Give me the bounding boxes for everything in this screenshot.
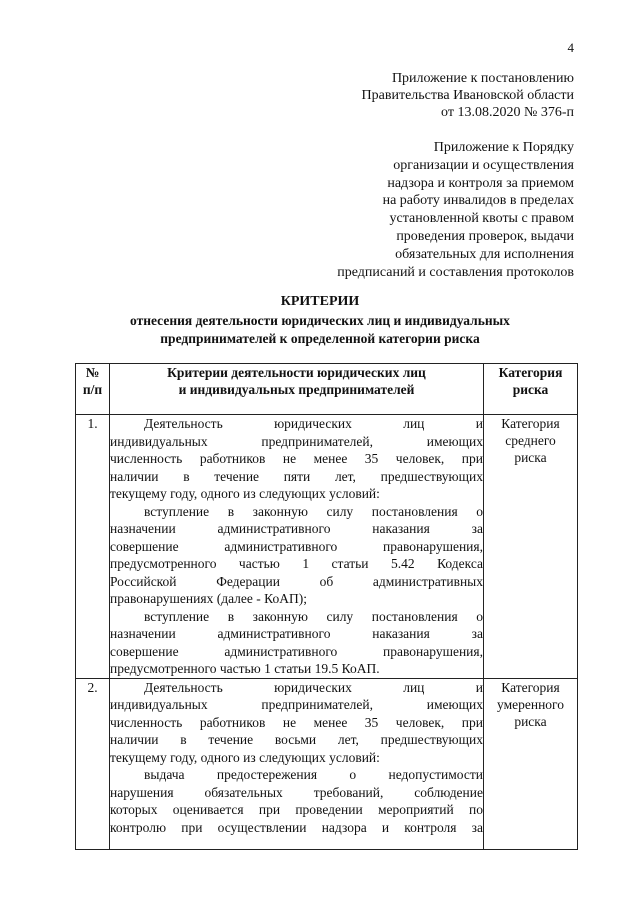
- criteria-text-line: численность работников не менее 35 человек, при: [110, 714, 483, 730]
- header-category-line: риска: [512, 382, 549, 397]
- row-category: [484, 678, 578, 849]
- criteria-text-line: предусмотренного частью 1 статьи 19.5 КоАП.: [110, 661, 380, 676]
- criteria-text-line: правонарушениях (далее - КоАП);: [110, 591, 307, 606]
- header-criteria-line: и индивидуальных предпринимателей: [178, 382, 415, 397]
- document-title: КРИТЕРИИ: [280, 294, 360, 309]
- category-line: Категория: [501, 416, 560, 431]
- page-number: 4: [567, 40, 574, 55]
- criteria-text-line: текущему году, одного из следующих условий:: [110, 749, 380, 765]
- approval-line: от 13.08.2020 № 376-п: [441, 105, 574, 120]
- subtitle-line: отнесения деятельности юридических лиц и индивидуальных: [130, 313, 510, 328]
- approval-line: Приложение к постановлению: [391, 71, 574, 86]
- appendix-line: Приложение к Порядку: [433, 140, 574, 155]
- criteria-text-line: совершение административного правонарушения,: [110, 538, 483, 554]
- appendix-line: надзора и контроля за приемом: [387, 175, 574, 191]
- criteria-text-line: Российской Федерации об административных: [110, 573, 483, 589]
- header-number-line: п/п: [82, 382, 103, 397]
- appendix-line: обязательных для исполнения: [395, 246, 574, 262]
- category-line: среднего: [505, 433, 556, 448]
- criteria-text-line: наличии в течение восьми лет, предшествующих: [110, 732, 483, 747]
- approval-block: [362, 70, 574, 121]
- row-criteria: [110, 415, 484, 679]
- appendix-line: установленной квоты с правом: [389, 211, 574, 227]
- category-line: Категория: [501, 679, 560, 695]
- criteria-text-line: назначении административного наказания за: [110, 521, 483, 536]
- category-line: риска: [514, 450, 547, 465]
- criteria-text-line: индивидуальных предпринимателей, имеющих: [110, 697, 483, 712]
- criteria-text-line: назначении административного наказания за: [110, 626, 483, 641]
- subtitle-line: предпринимателей к определенной категории риска: [160, 331, 480, 346]
- category-line: умеренного: [497, 696, 564, 712]
- header-criteria-line: Критерии деятельности юридических лиц: [167, 365, 426, 380]
- category-line: риска: [514, 713, 547, 729]
- criteria-text-line: предусмотренного частью 1 статьи 5.42 Кодекса: [110, 556, 483, 571]
- table-row: [76, 415, 578, 679]
- criteria-text-line: текущему году, одного из следующих условий:: [110, 486, 380, 501]
- header-category: [484, 364, 578, 415]
- criteria-text-line: которых оценивается при проведении мероприятий по: [110, 802, 483, 817]
- approval-line: Правительства Ивановской области: [361, 88, 574, 103]
- row-criteria: [110, 678, 484, 849]
- row-number: 1.: [76, 415, 110, 679]
- appendix-line: на работу инвалидов в пределах: [382, 193, 574, 209]
- appendix-block: [337, 139, 574, 281]
- criteria-text-line: контролю при осуществлении надзора и контроля за: [110, 819, 483, 835]
- criteria-table: [75, 363, 578, 850]
- criteria-text-line: индивидуальных предпринимателей, имеющих: [110, 433, 483, 449]
- appendix-line: проведения проверок, выдачи: [396, 228, 574, 244]
- criteria-text-line: совершение административного правонарушения,: [110, 643, 483, 659]
- table-row: [76, 678, 578, 849]
- header-category-line: Категория: [498, 365, 563, 380]
- criteria-text-line: вступление в законную силу постановления о: [144, 503, 483, 519]
- document-subtitle: [0, 312, 640, 348]
- header-number-line: №: [85, 365, 100, 380]
- criteria-text-line: наличии в течение пяти лет, предшествующих: [110, 468, 483, 484]
- criteria-text-line: вступление в законную силу постановления о: [144, 608, 483, 624]
- header-criteria: [110, 364, 484, 415]
- row-category: [484, 415, 578, 679]
- row-number: 2.: [76, 678, 110, 849]
- criteria-text-line: численность работников не менее 35 человек, при: [110, 451, 483, 466]
- appendix-line: предписаний и составления протоколов: [337, 264, 574, 280]
- criteria-text-line: нарушения обязательных требований, соблюдение: [110, 784, 483, 800]
- criteria-text-line: Деятельность юридических лиц и: [144, 416, 483, 431]
- appendix-line: организации и осуществления: [393, 157, 574, 173]
- criteria-text-line: выдача предостережения о недопустимости: [144, 767, 483, 782]
- table-header-row: [76, 364, 578, 415]
- header-number: [76, 364, 110, 415]
- criteria-text-line: Деятельность юридических лиц и: [144, 679, 483, 695]
